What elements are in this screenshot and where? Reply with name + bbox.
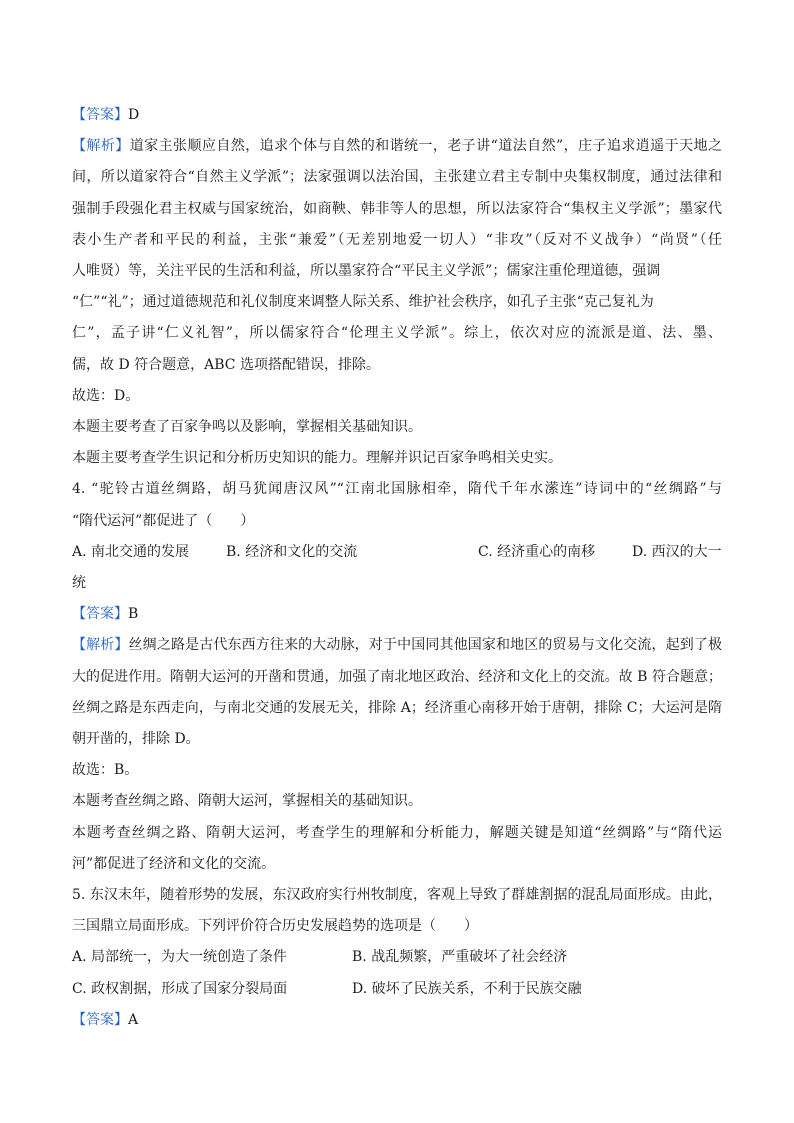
q3-answer [72, 100, 722, 131]
q4-analysis-line: 大的促进作用。隋朝大运河的开凿和贯通，加强了南北地区政治、经济和文化上的交流。故 B 符合题意； [72, 668, 722, 685]
q5-option-d: D. 破坏了民族关系，不利于民族交融 [352, 980, 582, 997]
q5-option-b: B. 战乱频繁，严重破坏了社会经济 [352, 949, 568, 966]
q5-stem-line: 三国鼎立局面形成。下列评价符合历史发展趋势的选项是（ ） [72, 918, 478, 935]
q4-option-b: B. 经济和文化的交流 [226, 543, 358, 560]
q4-analysis-line: 丝绸之路是东西走向，与南北交通的发展无关，排除 A；经济重心南移开始于唐朝，排除 C；大运河是隋 [72, 699, 722, 716]
q5-option-c: C. 政权割据，形成了国家分裂局面 [72, 980, 288, 997]
q3-analysis-line: 表小生产者和平民的利益，主张“兼爱”（无差别地爱一切人）“非攻”（反对不义战争）“尚贤”（任 [72, 231, 722, 248]
q4-choice: 故选：B。 [72, 762, 139, 779]
q4-answer [72, 599, 722, 630]
q5-option-a: A. 局部统一，为大一统创造了条件 [72, 949, 288, 966]
q4-note: 河”都促进了经济和文化的交流。 [72, 855, 276, 872]
answer-tag: 【答案】 [72, 107, 128, 123]
page-content [72, 100, 722, 1036]
q4-option-d: D. 西汉的大一 [632, 543, 722, 560]
q4-option-wrap: 统 [72, 575, 86, 592]
analysis-tag: 【解析】 [72, 138, 130, 155]
q4-option-c: C. 经济重心的南移 [478, 543, 596, 560]
q3-note: 本题主要考查学生识记和分析历史知识的能力。理解并识记百家争鸣相关史实。 [72, 450, 562, 467]
q3-note: 本题主要考查了百家争鸣以及影响，掌握相关基础知识。 [72, 419, 422, 436]
q5-stem-line: 5. 东汉末年，随着形势的发展，东汉政府实行州牧制度，客观上导致了群雄割据的混乱局面形成。由此， [72, 887, 722, 904]
q3-analysis-line: 强制手段强化君主权威与国家统治，如商鞅、韩非等人的思想，所以法家符合“集权主义学派”；墨家代 [72, 200, 722, 217]
answer-value: A [128, 1011, 139, 1028]
q3-analysis-line: “仁”“礼”；通过道德规范和礼仪制度来调整人际关系、维护社会秩序，如孔子主张“克己复礼为 [72, 294, 654, 311]
answer-value: D [128, 107, 140, 123]
q3-analysis-line: 【解析】道家主张顺应自然，追求个体与自然的和谐统一，老子讲“道法自然”，庄子追求逍遥于天地之 [72, 138, 722, 155]
q4-analysis-line: 朝开凿的，排除 D。 [72, 731, 200, 748]
answer-value: B [128, 606, 139, 623]
q4-stem-line: 4. “驼铃古道丝绸路，胡马犹闻唐汉风”“江南北国脉相牵，隋代千年水潆连”诗词中的“丝绸路”与 [72, 481, 722, 498]
q3-choice: 故选：D。 [72, 387, 140, 404]
q3-analysis-line: 人唯贤）等，关注平民的生活和利益，所以墨家符合“平民主义学派”；儒家注重伦理道德，强调 [72, 263, 661, 280]
q3-analysis-line: 仁”，孟子讲“仁义礼智”，所以儒家符合“伦理主义学派”。综上，依次对应的流派是道、法、墨、 [72, 325, 722, 342]
q5-options-row-1 [72, 942, 722, 973]
q4-options [72, 537, 722, 568]
q3-analysis-line: 儒，故 D 符合题意，ABC 选项搭配错误，排除。 [72, 356, 380, 373]
q4-option-a: A. 南北交通的发展 [72, 543, 190, 560]
q5-answer [72, 1005, 722, 1036]
analysis-tag: 【解析】 [72, 637, 129, 654]
answer-tag: 【答案】 [72, 606, 128, 623]
answer-tag: 【答案】 [72, 1011, 128, 1028]
q4-analysis-line: 【解析】丝绸之路是古代东西方往来的大动脉，对于中国同其他国家和地区的贸易与文化交流，起到了极 [72, 637, 723, 654]
q4-note: 本题考查丝绸之路、隋朝大运河，掌握相关的基础知识。 [72, 793, 422, 810]
q3-analysis-line: 间，所以道家符合“自然主义学派”；法家强调以法治国，主张建立君主专制中央集权制度，通过法律和 [72, 169, 722, 186]
q4-stem-line: “隋代运河”都促进了（ ） [72, 512, 255, 529]
q4-note: 本题考查丝绸之路、隋朝大运河，考查学生的理解和分析能力，解题关键是知道“丝绸路”与“隋代运 [72, 824, 722, 841]
q5-options-row-2 [72, 974, 722, 1005]
